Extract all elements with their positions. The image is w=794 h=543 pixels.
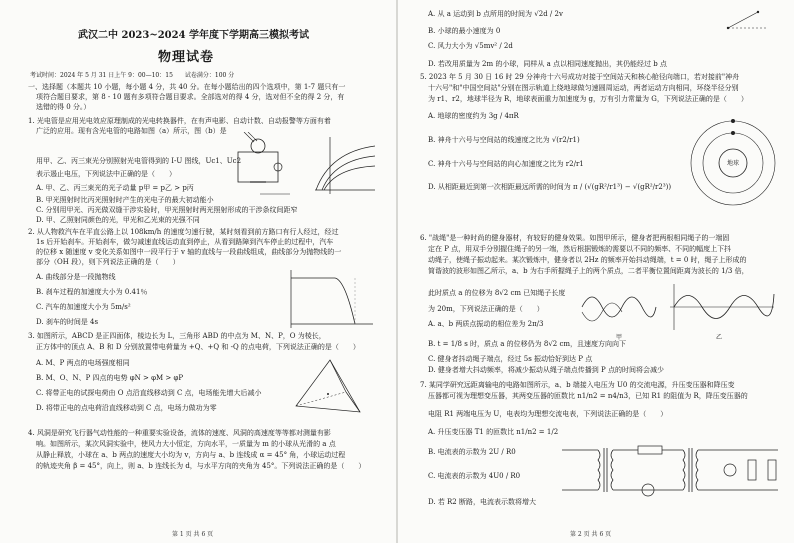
question-1-line: 广泛的应用。现有含光电管的电路如图（a）所示，图（b）是 [36, 127, 227, 135]
question-2-option: C. 汽车的加速度大小为 5m/s² [36, 303, 131, 311]
question-1-line: 表示遏止电压，下列说法中正确的是（ ） [36, 170, 176, 178]
question-7-option: B. 电流表的示数为 2U / R0 [428, 448, 516, 456]
tetrahedron-figure [290, 358, 370, 418]
section-instructions-line: 一、选择题（本题共 10 小题，每小题 4 分，共 40 分。在每小题给出的四个选项中，第 1-7 题只有一 [28, 83, 346, 91]
question-6-option: A. a、b 两质点振动的相位差为 2π/3 [428, 320, 544, 328]
question-6-line: 此时质点 a 的位移为 8√2 cm 已知绳子长度 [428, 289, 566, 297]
section-instructions-line: 项符合题目要求，第 8 - 10 题有多项符合题目要求。全部选对的得 4 分，选对但不全的得 2 分，有 [36, 93, 345, 101]
question-2-option: A. 曲线部分是一段抛物线 [36, 273, 116, 281]
question-4-line: 响。如图所示，某次风洞实验中，使风力大小恒定，方向水平，一质量为 m 的小球从光滑的 a 点 [36, 440, 336, 448]
battle-rope-figure [578, 282, 658, 332]
question-6-option: B. t = 1/8 s 时，质点 a 的位移仍为 8√2 cm，且速度方向向下 [428, 340, 627, 348]
question-1-option: B. 甲光照射时比丙光照射时产生的光电子的最大初动能小 [36, 196, 214, 204]
earth-label: 地球 [727, 160, 740, 167]
question-7-line: 电阻 R1 两端电压为 U，电表均为理想交流电表，下列说法正确的是（ ） [428, 410, 668, 418]
question-7-option: C. 电流表的示数为 4U0 / R0 [428, 472, 521, 480]
question-7-line: 7. 某同学研究远距离输电的电路如图所示，a、b 端接入电压为 U0 的交流电源，升压变压器和降压变 [420, 381, 735, 389]
question-3-option: B. M、O、N、P 四点的电势 φN > φM > φP [36, 374, 184, 382]
exam-page-2 [398, 0, 794, 543]
question-1-option: D. 甲、乙照射同颜色的光，甲光和乙光束的光强不同 [36, 216, 200, 224]
question-3-option: D. 将带正电的点电荷沿直线移动到 C 点，电场力做功为零 [36, 404, 217, 412]
question-6-line: 简谐波的波形如图乙所示，a、b 为右手所握绳子上的两个质点，二者平衡位置间距离为波长的 1/3 倍， [428, 267, 749, 275]
question-6-line: 为 20m，下列说法正确的是（ ） [428, 305, 544, 313]
question-1-line: 1. 光电管是应用光电效应原理制成的光电转换器件，在有声电影、自动计数、自动报警等方面有着 [28, 117, 331, 125]
question-4-line: 的轨迹夹角 β = 45°，向上，则 a、b 连线长为 d，与水平方向的夹角为 45°。下列说法正确的是（ ） [36, 462, 366, 470]
question-3-option: C. 将带正电的试探电荷由 O 点沿直线移动到 C 点，电场能先增大后减小 [36, 389, 262, 397]
photoelectric-circuit-figure [230, 132, 380, 202]
exam-header: 武汉二中 2023~2024 学年度下学期高三模拟考试 [78, 30, 310, 41]
question-4-option: B. 小球的最小速度为 0 [428, 27, 501, 35]
question-2-option: B. 刹车过程的加速度大小为 0.41％ [36, 288, 148, 296]
wave-graph-figure [666, 282, 776, 332]
question-5-option: B. 神舟十六号与空间站的线速度之比为 √(r2/r1) [428, 136, 580, 144]
figure-jia-label: 甲 [616, 334, 623, 341]
question-5-line: 5. 2023 年 5 月 30 日 16 时 29 分神舟十六号成功对接于空间站天和核心舱径向端口，若对接前"神舟 [420, 73, 740, 81]
exam-title: 物理试卷 [158, 50, 215, 65]
displacement-velocity-graph [285, 268, 375, 330]
question-3-option: A. M、P 两点的电场强度相同 [36, 359, 130, 367]
question-6-option: C. 健身者抖动绳子端点，经过 5s 振动恰好到达 P 点 [428, 355, 593, 363]
question-2-line: 1s 后开始刹车。开始刹车，做匀减速直线运动直到停止，从看到路障到汽车停止的过程中，汽车 [36, 238, 334, 246]
question-1-option: A. 甲、乙、丙三束光的光子动量 p甲 = p乙 > p丙 [36, 184, 194, 192]
question-4-option: C. 风力大小为 √5mv² / 2d [428, 42, 513, 50]
page-footer: 第 1 页 共 6 页 [172, 531, 214, 538]
question-5-option: D. 从相距最近到第一次相距最远所需的时间为 π / (√(gR²/r1³) − √(gR²/r2³)) [428, 183, 672, 191]
question-4-line: 从静止释放，小球在 a、b 两点的速度大小均为 v，方向与 a、b 连线成 α = 45° 角，小球运动过程 [36, 451, 346, 459]
figure-yi-label: 乙 [716, 334, 723, 341]
question-3-line: 3. 如图所示，ABCD 是正四面体，棱边长为 L，三角形 ABD 的中点为 M、N、P，O 为棱长， [28, 332, 326, 340]
question-7-option: A. 升压变压器 T1 的匝数比 n1/n2 = 1/2 [428, 428, 559, 436]
question-7-line: 压器都可视为理想变压器，其两变压器的匝数比 n1/n2 = n4/n3，已知 R1 的阻值为 R，降压变压器的 [428, 392, 748, 400]
question-2-line: 部分（OH 段），则下列说法正确的是（ ） [36, 258, 180, 266]
question-4-option: A. 从 a 运动到 b 点所用的时间为 √2d / 2v [428, 10, 563, 18]
question-2-line: 2. 从人物救汽车在平直公路上以 108km/h 的速度匀速行驶，某时刻看到前方路口有行人经过，经过 [28, 228, 339, 236]
transmission-circuit-figure [558, 430, 783, 510]
question-7-option: D. 若 R2 断路，电流表示数将增大 [428, 498, 536, 506]
question-6-line: 动绳子，使绳子振动起来。某次锻炼中，健身者以 2Hz 的频率开始抖动绳端，t = 0 时，绳子上形成的 [428, 256, 747, 264]
question-6-option: D. 健身者增大抖动频率，将减少振动从绳子端点传播到 P 点的时间将会减少 [428, 366, 664, 374]
page-footer: 第 2 页 共 6 页 [570, 531, 612, 538]
wind-tunnel-figure [718, 8, 778, 48]
question-2-line: 的位移 x 随速度 v 变化关系如图中一段平行于 v 轴的直线与一段曲线组成，曲线部分为抛物线的一 [36, 248, 342, 256]
exam-page-1 [0, 0, 396, 543]
question-1-line: 用甲、乙、丙三束光分别照射光电管得到的 I-U 图线，Uc1、Uc2 [36, 157, 242, 165]
question-6-line: 定在 P 点，用双手分别握住绳子的另一端，然后根据锻炼的需要以不同的频率、不同的幅度上下抖 [428, 245, 732, 253]
question-5-option: C. 神舟十六号与空间站的向心加速度之比为 r2/r1 [428, 160, 584, 168]
question-2-option: D. 刹车的时间是 4s [36, 318, 99, 326]
question-5-option: A. 地球的密度约为 3g / 4πR [428, 112, 519, 120]
section-instructions-line: 选错的得 0 分。） [36, 103, 91, 111]
question-6-line: 6. "战绳"是一种时尚的健身器材，有较好的健身效果。如图甲所示，健身者把两根相同绳子的一端固 [420, 234, 730, 242]
exam-meta: 考试时间：2024 年 5 月 31 日上午 9：00—10：15 试卷满分：100 分 [30, 72, 235, 79]
question-5-line: 十六号"和"中国空间站"分别在图示轨道上绕地球做匀速圆周运动，两者运动方向相同，环绕半径分别 [428, 84, 739, 92]
question-3-line: 正方体中的顶点 A、B 和 D 分别放置带电荷量为 +Q、+Q 和 -Q 的点电荷，下列说法正确的是（ ） [36, 343, 360, 351]
question-4-option: D. 若改用质量为 2m 的小球，同样从 a 点以相同速度抛出，其仍能经过 b 点 [428, 60, 667, 68]
question-5-line: 为 r1、r2，地球半径为 R，地球表面重力加速度为 g，万有引力常量为 G，下列说法正确的是（ ） [428, 95, 748, 103]
question-4-line: 4. 风洞是研究飞行器气动性能的一种重要实验设备，流体的速度、风洞的高速度等等都对测量有影 [28, 429, 331, 437]
question-1-option: C. 分别用甲光、丙光做双缝干涉实验时，甲光照射时两光照射形成的干涉条纹间距窄 [36, 206, 298, 214]
